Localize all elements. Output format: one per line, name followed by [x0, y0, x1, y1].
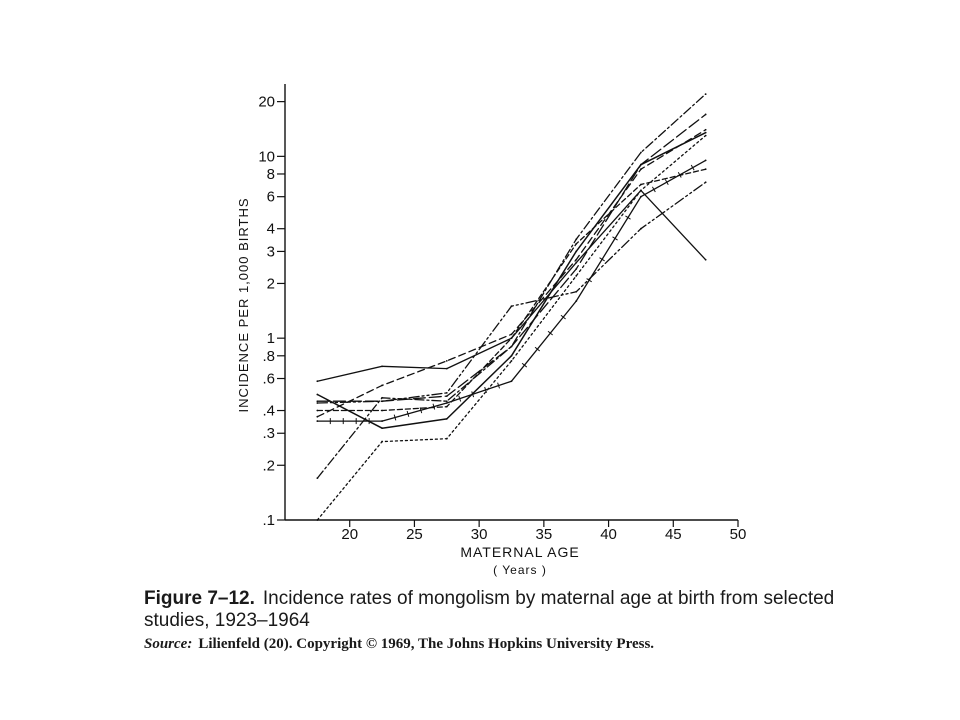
data-point-study-8 — [640, 184, 642, 186]
data-point-study-3 — [705, 135, 707, 137]
source-line — [144, 636, 844, 653]
data-point-study-7 — [575, 291, 577, 293]
data-point-study-4 — [446, 400, 448, 402]
y-tick-label: 4 — [266, 220, 275, 238]
data-point-study-7 — [511, 305, 513, 307]
series-line-study-1 — [317, 190, 705, 381]
data-point-study-9 — [511, 346, 513, 348]
data-point-study-5 — [511, 355, 513, 357]
data-point-study-3 — [381, 441, 383, 443]
x-tick-label: 45 — [664, 526, 682, 543]
data-point-study-3 — [316, 519, 318, 521]
chart-series — [316, 93, 706, 521]
data-point-study-8 — [511, 337, 513, 339]
y-tick-label: .3 — [262, 425, 275, 443]
data-point-study-9 — [381, 400, 383, 402]
x-tick-label: 30 — [470, 526, 488, 543]
data-point-study-3 — [575, 275, 577, 277]
series-line-study-8 — [317, 169, 705, 410]
data-point-study-5 — [705, 132, 707, 134]
data-point-study-5 — [575, 251, 577, 253]
y-tick-label: 10 — [258, 148, 275, 166]
figure-caption-text: Incidence rates of mongolism by maternal age at birth from selected studies, 1923–1964 — [144, 588, 835, 631]
data-point-study-5 — [446, 418, 448, 420]
y-axis-title: INCIDENCE PER 1,000 BIRTHS — [236, 197, 251, 413]
data-point-study-8 — [316, 410, 318, 412]
y-tick-label: .1 — [262, 512, 275, 529]
x-tick-label: 40 — [600, 526, 617, 543]
data-point-study-7 — [705, 181, 707, 183]
data-point-study-4 — [316, 477, 318, 479]
y-tick-label: 20 — [258, 93, 275, 111]
series-line-study-7 — [317, 182, 705, 403]
y-tick-label: 1 — [266, 330, 275, 348]
x-tick-label: 35 — [535, 526, 553, 543]
data-point-study-2 — [511, 333, 513, 335]
data-point-study-1 — [705, 259, 707, 261]
data-point-study-2 — [705, 129, 707, 131]
data-point-study-5 — [381, 427, 383, 429]
data-point-study-2 — [575, 259, 577, 261]
data-point-study-8 — [705, 168, 707, 170]
data-point-study-9 — [316, 400, 318, 402]
series-line-study-2 — [317, 130, 705, 417]
data-point-study-6 — [575, 300, 577, 302]
data-point-study-4 — [640, 152, 642, 154]
data-point-study-1 — [316, 380, 318, 382]
data-point-study-8 — [575, 243, 577, 245]
source-text: Lilienfeld (20). Copyright © 1969, The Johns Hopkins University Press. — [198, 636, 655, 652]
y-tick-label: .4 — [262, 402, 275, 420]
data-point-study-6 — [446, 402, 448, 404]
data-point-study-8 — [381, 410, 383, 412]
chart-axes — [258, 84, 746, 543]
source-label: Source: — [144, 636, 193, 652]
y-tick-label: 6 — [266, 188, 275, 206]
series-line-study-9 — [317, 115, 705, 402]
data-point-study-7 — [316, 402, 318, 404]
x-axis-subtitle: ( Years ) — [493, 563, 547, 577]
data-point-study-8 — [446, 406, 448, 408]
x-tick-label: 25 — [406, 526, 423, 543]
data-point-study-3 — [640, 189, 642, 191]
data-point-study-1 — [446, 368, 448, 370]
data-point-study-9 — [446, 395, 448, 397]
data-point-study-6 — [316, 420, 318, 422]
data-point-study-2 — [381, 384, 383, 386]
y-tick-label: .2 — [262, 457, 275, 475]
data-point-study-2 — [316, 416, 318, 418]
data-point-study-2 — [446, 360, 448, 362]
data-point-study-6 — [705, 160, 707, 162]
data-point-study-2 — [640, 168, 642, 170]
data-point-study-4 — [575, 238, 577, 240]
series-line-study-5 — [317, 133, 705, 429]
figure-caption — [144, 588, 844, 632]
data-point-study-1 — [575, 262, 577, 264]
data-point-study-9 — [575, 268, 577, 270]
x-tick-label: 20 — [341, 526, 359, 543]
y-tick-label: .6 — [262, 370, 275, 388]
data-point-study-7 — [446, 392, 448, 394]
y-tick-label: 3 — [266, 243, 275, 261]
data-point-study-4 — [705, 93, 707, 95]
data-point-study-9 — [640, 164, 642, 166]
data-point-study-1 — [381, 365, 383, 367]
data-point-study-4 — [381, 397, 383, 399]
data-point-study-9 — [705, 114, 707, 116]
data-point-study-6 — [381, 420, 383, 422]
figure-label: Figure 7–12. — [144, 588, 255, 609]
x-axis-title: MATERNAL AGE — [460, 544, 580, 560]
data-point-study-6 — [511, 380, 513, 382]
y-tick-label: 8 — [266, 165, 275, 183]
x-tick-label: 50 — [729, 526, 747, 543]
data-point-study-3 — [446, 438, 448, 440]
y-tick-label: 2 — [266, 275, 275, 293]
data-point-study-6 — [640, 196, 642, 198]
data-point-study-3 — [511, 360, 513, 362]
y-tick-label: .8 — [262, 347, 275, 365]
data-point-study-7 — [640, 228, 642, 230]
data-point-study-5 — [316, 394, 318, 396]
